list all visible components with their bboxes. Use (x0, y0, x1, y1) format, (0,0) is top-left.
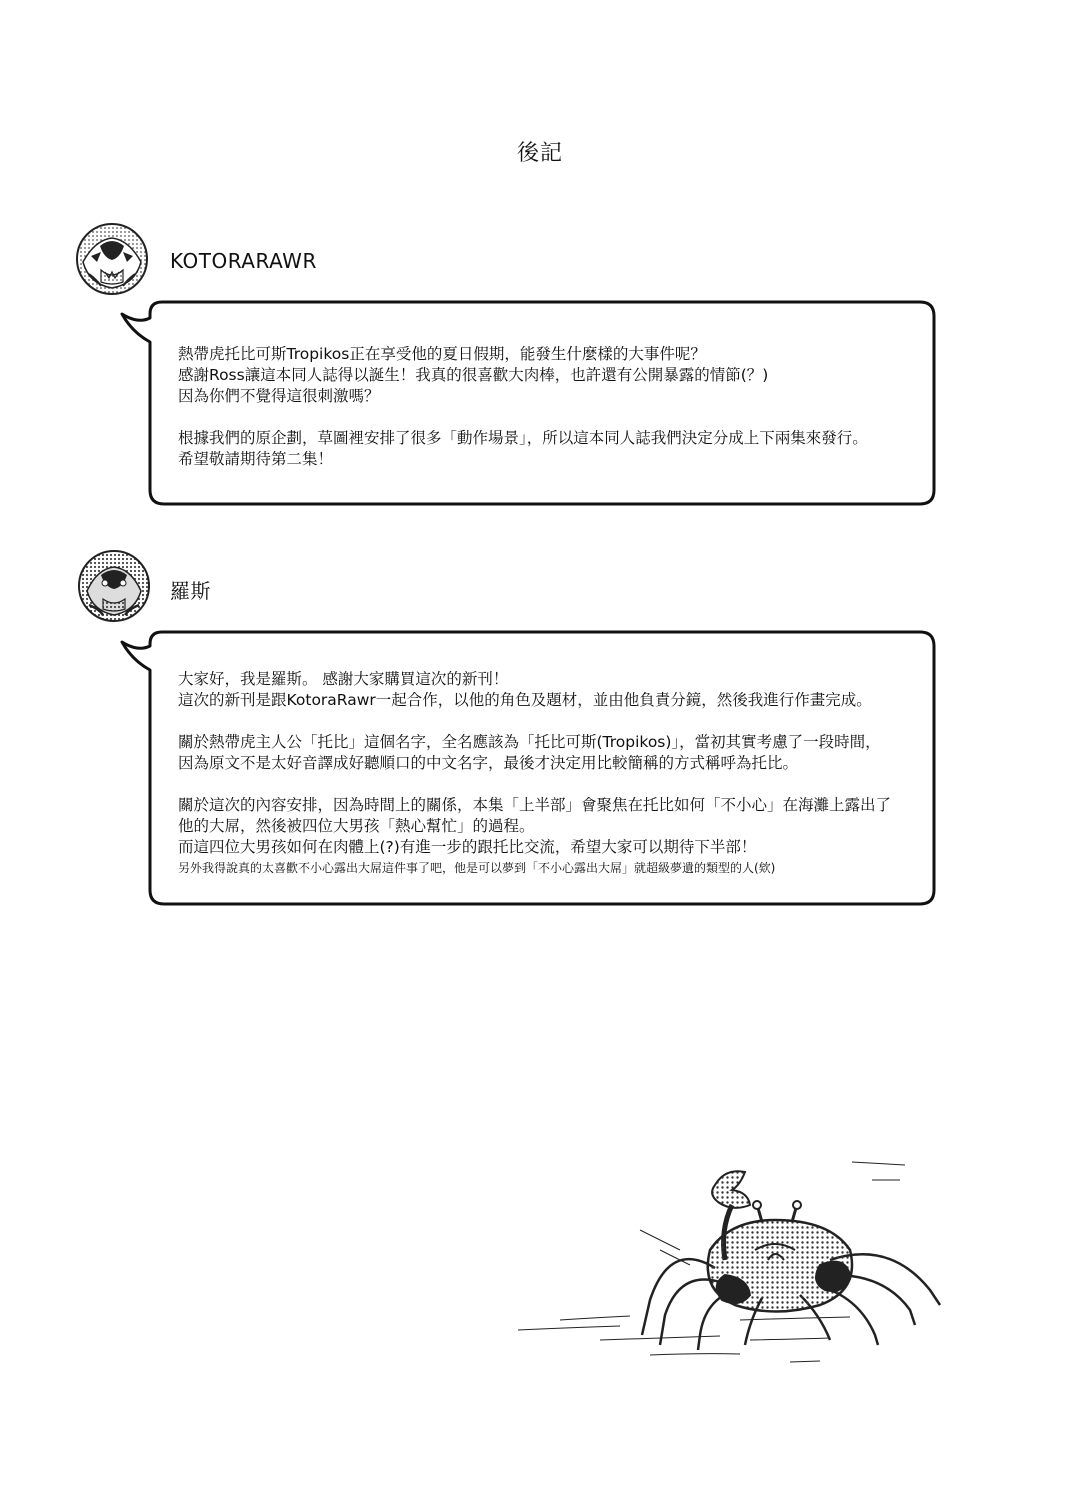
text-line: 因為原文不是太好音譯成好聽順口的中文名字，最後才決定用比較簡稱的方式稱呼為托比。 (178, 754, 799, 772)
tiger-avatar-icon (77, 549, 151, 623)
paragraph (178, 428, 908, 470)
tiger-avatar-icon (75, 222, 149, 296)
paragraph (178, 732, 908, 774)
speech-bubble (0, 290, 1080, 520)
text-line: 關於熱帶虎主人公「托比」這個名字，全名應該為「托比可斯(Tropikos)」，當初其實考慮了一段時間， (178, 733, 881, 751)
paragraph (178, 795, 908, 878)
text-line: 希望敬請期待第二集！ (178, 450, 334, 468)
crab-icon (500, 1150, 980, 1380)
text-line: 這次的新刊是跟KotoraRawr一起合作，以他的角色及題材，並由他負責分鏡，然後我進行作畫完成。 (178, 691, 872, 709)
text-line: 感謝Ross讓這本同人誌得以誕生！我真的很喜歡大肉棒，也許還有公開暴露的情節(？) (178, 366, 769, 384)
author-name: KOTORARAWR (170, 249, 317, 273)
small-note: 另外我得說真的太喜歡不小心露出大屌這件事了吧，他是可以夢到「不小心露出大屌」就超級夢遺的類型的人(欸) (178, 861, 776, 875)
text-line: 因為你們不覺得這很刺激嗎？ (178, 387, 380, 405)
text-line: 他的大屌，然後被四位大男孩「熱心幫忙」的過程。 (178, 817, 535, 835)
text-line: 大家好，我是羅斯。 感謝大家購買這次的新刊！ (178, 670, 509, 688)
text-line: 關於這次的內容安排，因為時間上的關係，本集「上半部」會聚焦在托比如何「不小心」在海灘上露出了 (178, 796, 892, 814)
text-line: 根據我們的原企劃，草圖裡安排了很多「動作場景」，所以這本同人誌我們決定分成上下兩集來發行。 (178, 429, 868, 447)
paragraph (178, 344, 908, 407)
page-title: 後記 (516, 141, 563, 166)
text-line: 熱帶虎托比可斯Tropikos正在享受他的夏日假期，能發生什麼樣的大事件呢？ (178, 345, 706, 363)
author-name: 羅斯 (170, 579, 211, 603)
paragraph (178, 669, 908, 711)
text-line: 而這四位大男孩如何在肉體上(?)有進一步的跟托比交流，希望大家可以期待下半部！ (178, 838, 757, 856)
speech-bubble (0, 620, 1080, 920)
